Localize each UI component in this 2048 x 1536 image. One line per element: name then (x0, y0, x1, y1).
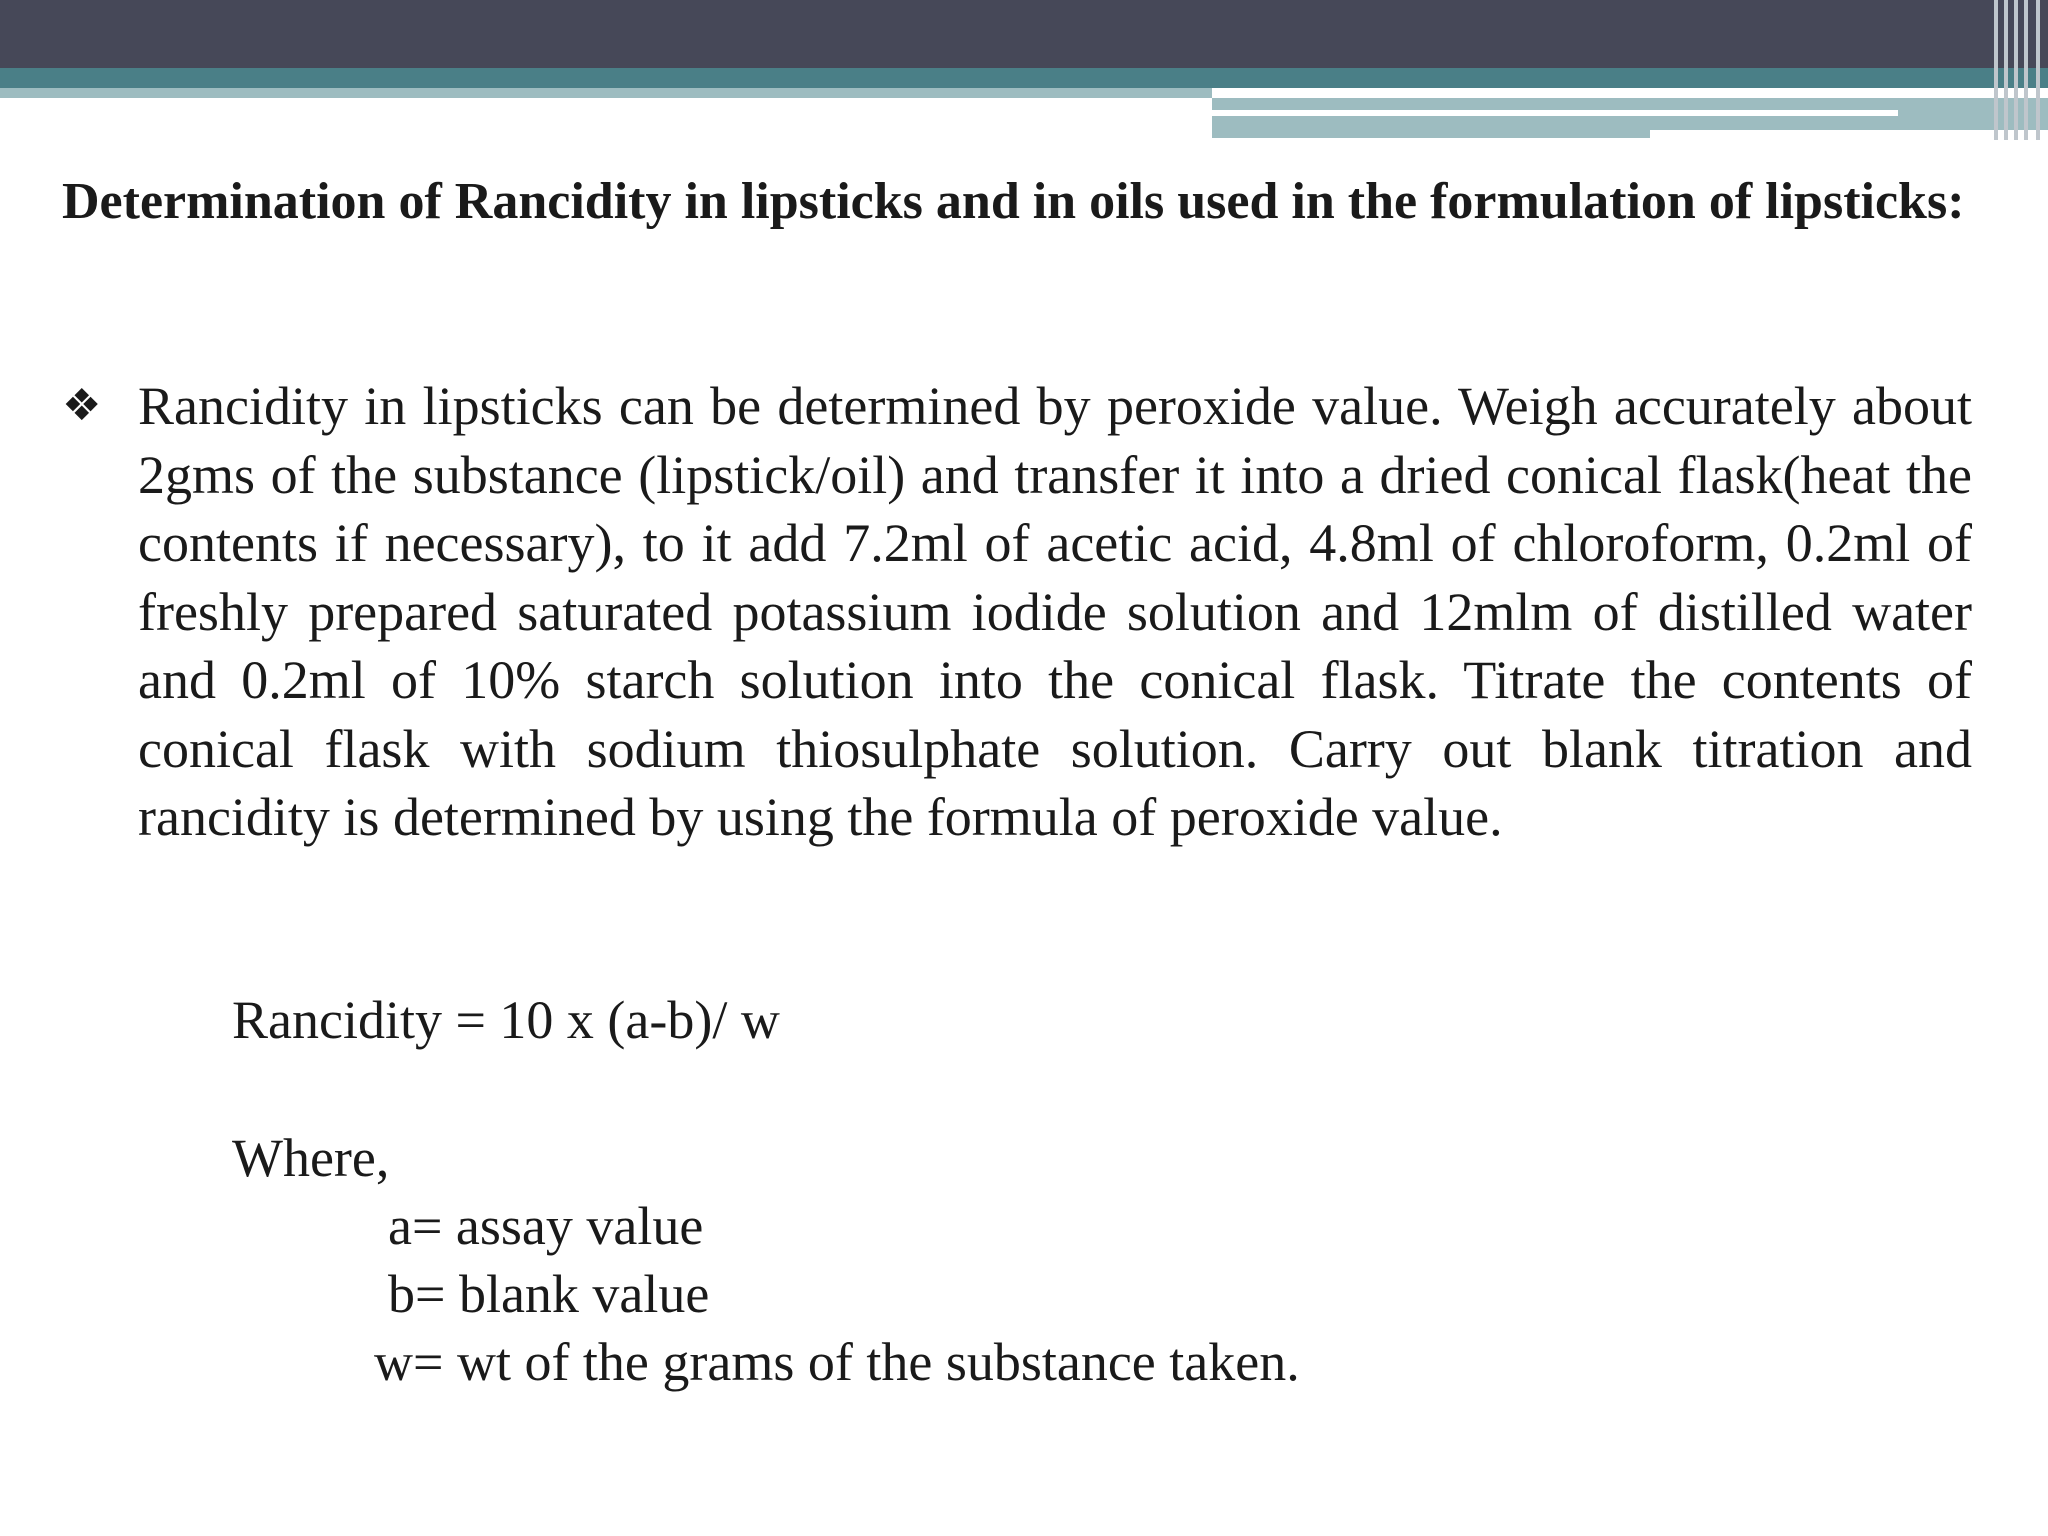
diamond-bullet-icon: ❖ (62, 380, 102, 431)
right-edge-stripe (2036, 0, 2040, 140)
header-dark-band (0, 0, 2048, 68)
right-edge-stripe (1994, 0, 1998, 140)
rancidity-formula: Rancidity = 10 x (a-b)/ w (232, 990, 780, 1050)
where-label: Where, (232, 1128, 390, 1188)
header-divider-line-2 (1650, 130, 2048, 138)
slide-title: Determination of Rancidity in lipsticks and in oils used in the formulation of lipsticks: (62, 173, 1965, 230)
definition-a: a= assay value (388, 1196, 704, 1256)
definition-b: b= blank value (388, 1264, 710, 1324)
header-teal-band (0, 68, 2048, 88)
right-edge-stripe (2024, 0, 2028, 140)
definition-w: w= wt of the grams of the substance taken. (374, 1332, 1300, 1392)
header-divider-line (1212, 110, 1898, 116)
right-edge-stripe (2004, 0, 2008, 140)
right-edge-stripe (2014, 0, 2018, 140)
header-light-band (0, 88, 1212, 98)
procedure-paragraph: Rancidity in lipsticks can be determined by peroxide value. Weigh accurately about 2gms of the substance (lipstick/oil) and transfer it into a dried conical flask(heat the contents if necessary), to it add 7.2ml of acetic acid, 4.8ml of chloroform, 0.2ml of freshly prepared saturated potassium iodide solution and 12mlm of distilled water and 0.2ml of 10% starch solution into the conical flask. Titrate the contents of conical flask with sodium thiosulphate solution. Carry out blank titration and rancidity is determined by using the formula of peroxide value. (138, 376, 1972, 847)
